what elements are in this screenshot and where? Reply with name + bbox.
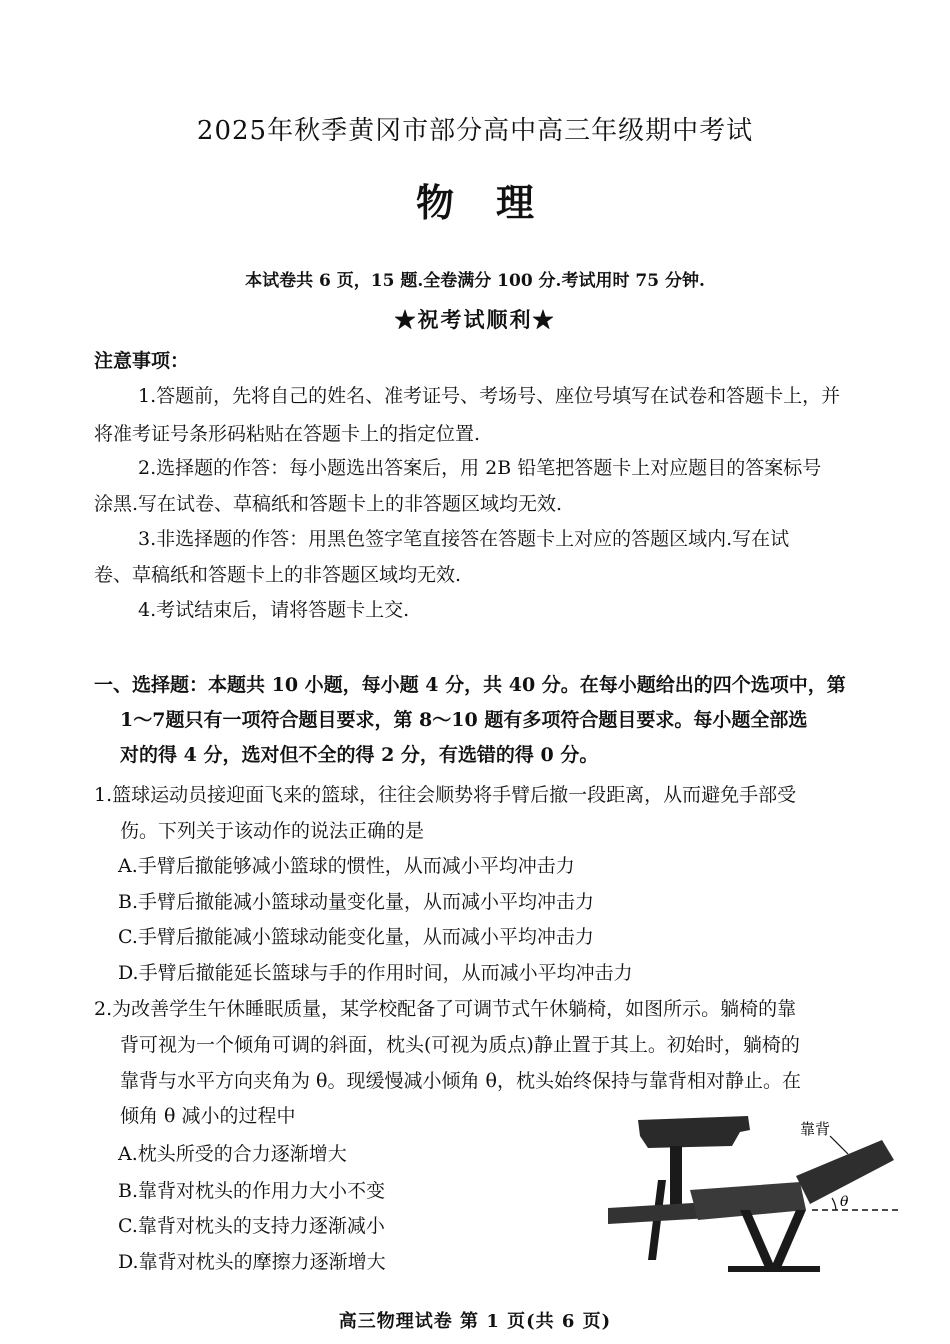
notice-line: 4.考试结束后，请将答题卡上交. [138, 599, 410, 621]
notice-line: 3.非选择题的作答：用黑色签字笔直接答在答题卡上对应的答题区域内.写在试 [138, 528, 790, 550]
section-line: 1～7题只有一项符合题目要求，第 8～10 题有多项符合题目要求。每小题全部选 [120, 709, 808, 731]
q2-option-d: D.靠背对枕头的摩擦力逐渐增大 [118, 1251, 386, 1273]
q2-stem: 背可视为一个倾角可调的斜面，枕头(可视为质点)静止置于其上。初始时，躺椅的 [120, 1034, 800, 1056]
q2-stem: 2.为改善学生午休睡眠质量，某学校配备了可调节式午休躺椅，如图所示。躺椅的靠 [94, 998, 797, 1020]
section-heading: 一、选择题：本题共 10 小题，每小题 4 分，共 40 分。在每小题给出的四个选项中，第 [94, 674, 846, 696]
label-angle: θ [840, 1194, 849, 1210]
notice-line: 1.答题前，先将自己的姓名、准考证号、考场号、座位号填写在试卷和答题卡上，并 [138, 385, 841, 407]
q2-option-a: A.枕头所受的合力逐渐增大 [118, 1143, 347, 1165]
chair-base [728, 1266, 820, 1272]
label-back: 靠背 [800, 1120, 831, 1138]
q2-stem: 靠背与水平方向夹角为 θ。现缓慢减小倾角 θ，枕头始终保持与靠背相对静止。在 [120, 1070, 801, 1092]
q1-option-a: A.手臂后撤能够减小篮球的惯性，从而减小平均冲击力 [118, 855, 575, 877]
exam-title: 2025年秋季黄冈市部分高中高三年级期中考试 [196, 116, 754, 146]
chair-stand [740, 1210, 776, 1270]
q2-option-b: B.靠背对枕头的作用力大小不变 [118, 1180, 386, 1202]
q1-stem: 1.篮球运动员接迎面飞来的篮球，往往会顺势将手臂后撤一段距离，从而避免手部受 [94, 784, 797, 806]
exam-info: 本试卷共 6 页，15 题.全卷满分 100 分.考试用时 75 分钟. [245, 271, 705, 291]
q1-option-c: C.手臂后撤能减小篮球动能变化量，从而减小平均冲击力 [118, 926, 594, 948]
angle-arc [832, 1198, 836, 1210]
notice-line: 2.选择题的作答：每小题选出答案后，用 2B 铅笔把答题卡上对应题目的答案标号 [138, 457, 822, 479]
good-luck-banner: ★祝考试顺利★ [394, 307, 556, 332]
q1-option-b: B.手臂后撤能减小篮球动量变化量，从而减小平均冲击力 [118, 891, 595, 913]
notice-line: 卷、草稿纸和答题卡上的非答题区域均无效. [94, 564, 462, 586]
notice-heading: 注意事项： [94, 350, 190, 372]
chair-headrest-shape [638, 1116, 750, 1148]
chair-stand [770, 1210, 806, 1270]
recliner-figure [600, 1110, 900, 1290]
subject-title: 物理 [415, 180, 576, 225]
notice-line: 涂黑.写在试卷、草稿纸和答题卡上的非答题区域均无效. [94, 493, 563, 515]
section-line: 对的得 4 分，选对但不全的得 2 分，有选错的得 0 分。 [120, 744, 599, 766]
notice-line: 将准考证号条形码粘贴在答题卡上的指定位置. [94, 423, 481, 445]
q1-stem: 伤。下列关于该动作的说法正确的是 [120, 820, 425, 842]
label-pointer [830, 1136, 848, 1154]
q2-stem: 倾角 θ 减小的过程中 [120, 1105, 296, 1127]
page-footer: 高三物理试卷 第 1 页(共 6 页) [338, 1311, 612, 1332]
q2-option-c: C.靠背对枕头的支持力逐渐减小 [118, 1215, 385, 1237]
q1-option-d: D.手臂后撤能延长篮球与手的作用时间，从而减小平均冲击力 [118, 962, 633, 984]
